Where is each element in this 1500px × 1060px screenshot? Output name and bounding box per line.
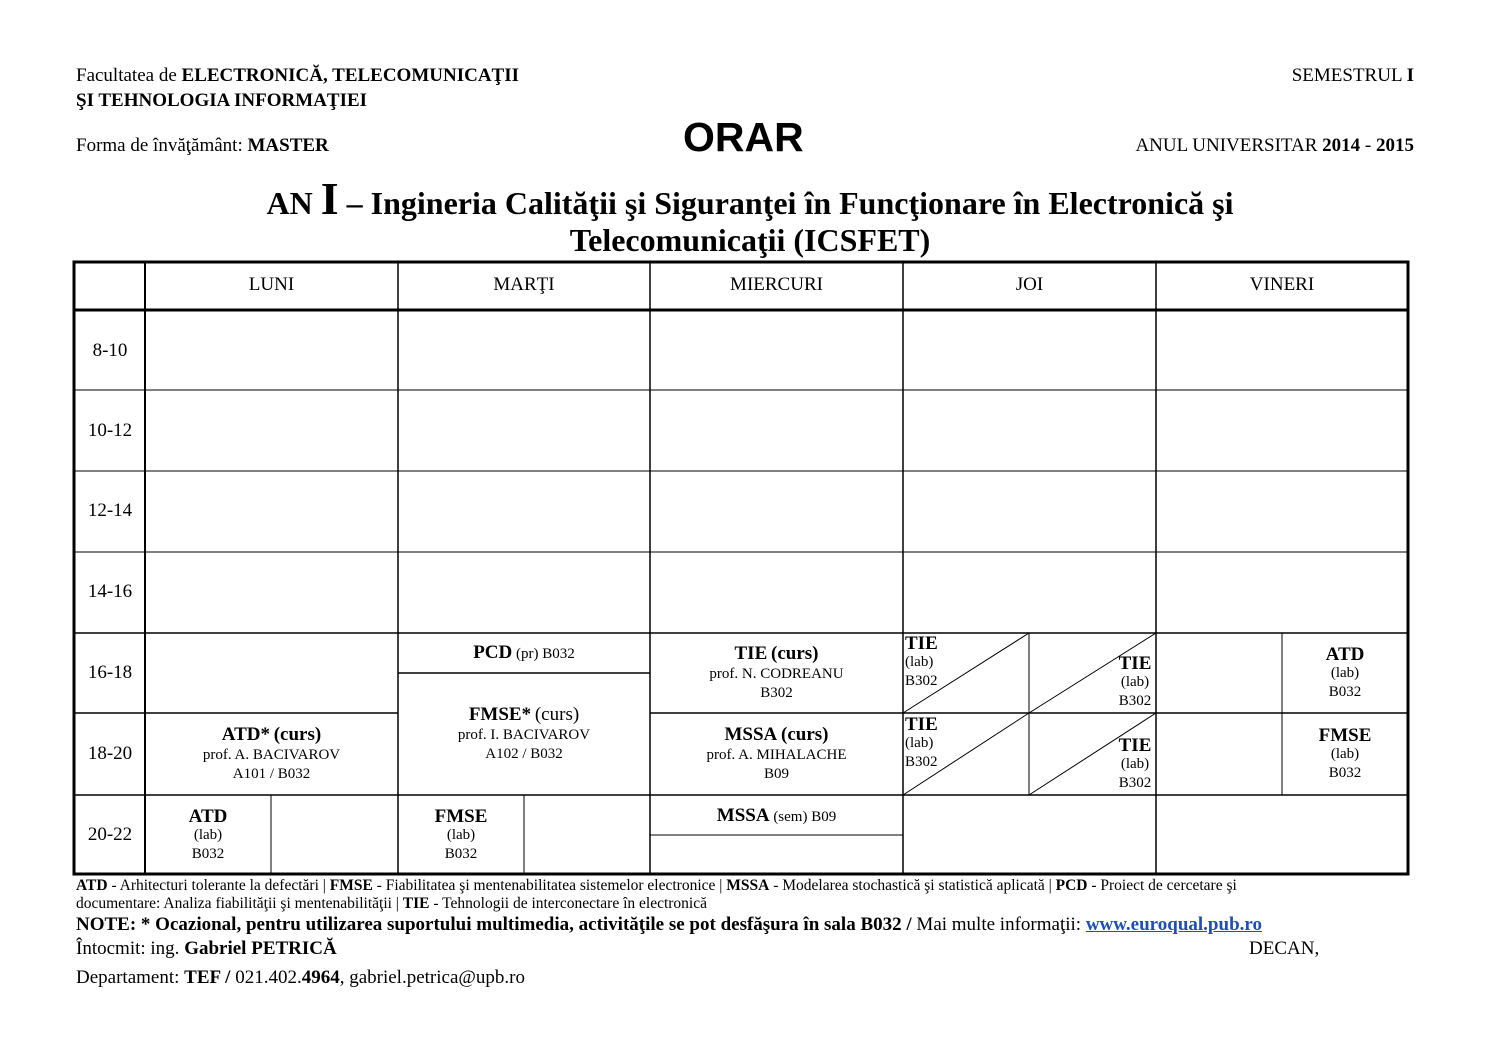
faculty-line-2: ŞI TEHNOLOGIA INFORMAŢIEI xyxy=(76,90,368,111)
slot-12-14: 12-14 xyxy=(87,500,133,521)
day-marti: MARŢI xyxy=(493,274,555,295)
program-title-line-1: AN I – Ingineria Calităţii şi Siguranţei în Funcţionare în Electronică şi xyxy=(266,173,1234,224)
academic-year: ANUL UNIVERSITAR 2014 - 2015 xyxy=(1135,135,1414,156)
education-form: Forma de învăţământ: MASTER xyxy=(76,135,329,156)
lab-atd-vineri: ATD (lab) B032 xyxy=(1325,644,1365,700)
slot-16-18: 16-18 xyxy=(87,662,133,683)
lab-fmse-vineri: FMSE (lab) B032 xyxy=(1318,725,1372,781)
lab-tie-joi-18-a: TIE (lab) B302 xyxy=(905,714,938,770)
day-joi: JOI xyxy=(1015,274,1044,295)
lab-tie-joi-16-b: TIE (lab) B302 xyxy=(1118,653,1152,709)
course-mssa-miercuri: MSSA (curs) prof. A. MIHALACHE B09 xyxy=(706,724,847,782)
slot-18-20: 18-20 xyxy=(87,743,133,764)
document-title: ORAR xyxy=(683,114,804,160)
semester: SEMESTRUL I xyxy=(1291,65,1414,86)
seminar-mssa-miercuri: MSSA (sem) B09 xyxy=(716,805,837,826)
day-luni: LUNI xyxy=(248,274,295,295)
program-title-line-2: Telecomunicaţii (ICSFET) xyxy=(569,222,931,258)
legend-line-1: ATD - Arhitecturi tolerante la defectări | FMSE - Fiabilitatea şi mentenabilitatea sistemelor electronice | MSSA - Modelarea stochastică şi statistică aplicată | PCD - Proiect de cercetare şi xyxy=(76,877,1237,894)
lab-atd-luni: ATD (lab) B032 xyxy=(188,806,228,862)
prepared-by: Întocmit: ing. Gabriel PETRICĂ xyxy=(76,938,337,959)
website-link[interactable]: www.euroqual.pub.ro xyxy=(1085,914,1262,935)
day-vineri: VINERI xyxy=(1249,274,1315,295)
lab-tie-joi-18-b: TIE (lab) B302 xyxy=(1118,735,1152,791)
lab-fmse-marti: FMSE (lab) B032 xyxy=(434,806,488,862)
slot-20-22: 20-22 xyxy=(87,824,133,845)
lab-tie-joi-16-a: TIE (lab) B302 xyxy=(905,633,938,689)
legend-line-2: documentare: Analiza fiabilităţii şi mentenabilităţii | TIE - Tehnologii de interconectare în electronică xyxy=(76,895,708,912)
note-line: NOTE: * Ocazional, pentru utilizarea suportului multimedia, activităţile se pot desfăşura în sala B032 / Mai multe informaţii: www.euroqual.pub.ro xyxy=(76,914,1262,935)
slot-10-12: 10-12 xyxy=(87,420,133,441)
course-pcd-marti: PCD (pr) B032 xyxy=(473,642,575,663)
course-tie-miercuri: TIE (curs) prof. N. CODREANU B302 xyxy=(709,643,844,701)
department-line: Departament: TEF / 021.402.4964, gabriel.petrica@upb.ro xyxy=(76,967,525,988)
dean-label: DECAN, xyxy=(1249,938,1320,959)
course-fmse-marti: FMSE* (curs) prof. I. BACIVAROV A102 / B032 xyxy=(457,704,591,762)
slot-14-16: 14-16 xyxy=(87,581,133,602)
slot-8-10: 8-10 xyxy=(92,340,128,361)
course-atd-luni: ATD* (curs) prof. A. BACIVAROV A101 / B032 xyxy=(202,724,341,782)
day-miercuri: MIERCURI xyxy=(730,274,823,295)
faculty-line-1: Facultatea de ELECTRONICĂ, TELECOMUNICAŢII xyxy=(76,65,520,86)
